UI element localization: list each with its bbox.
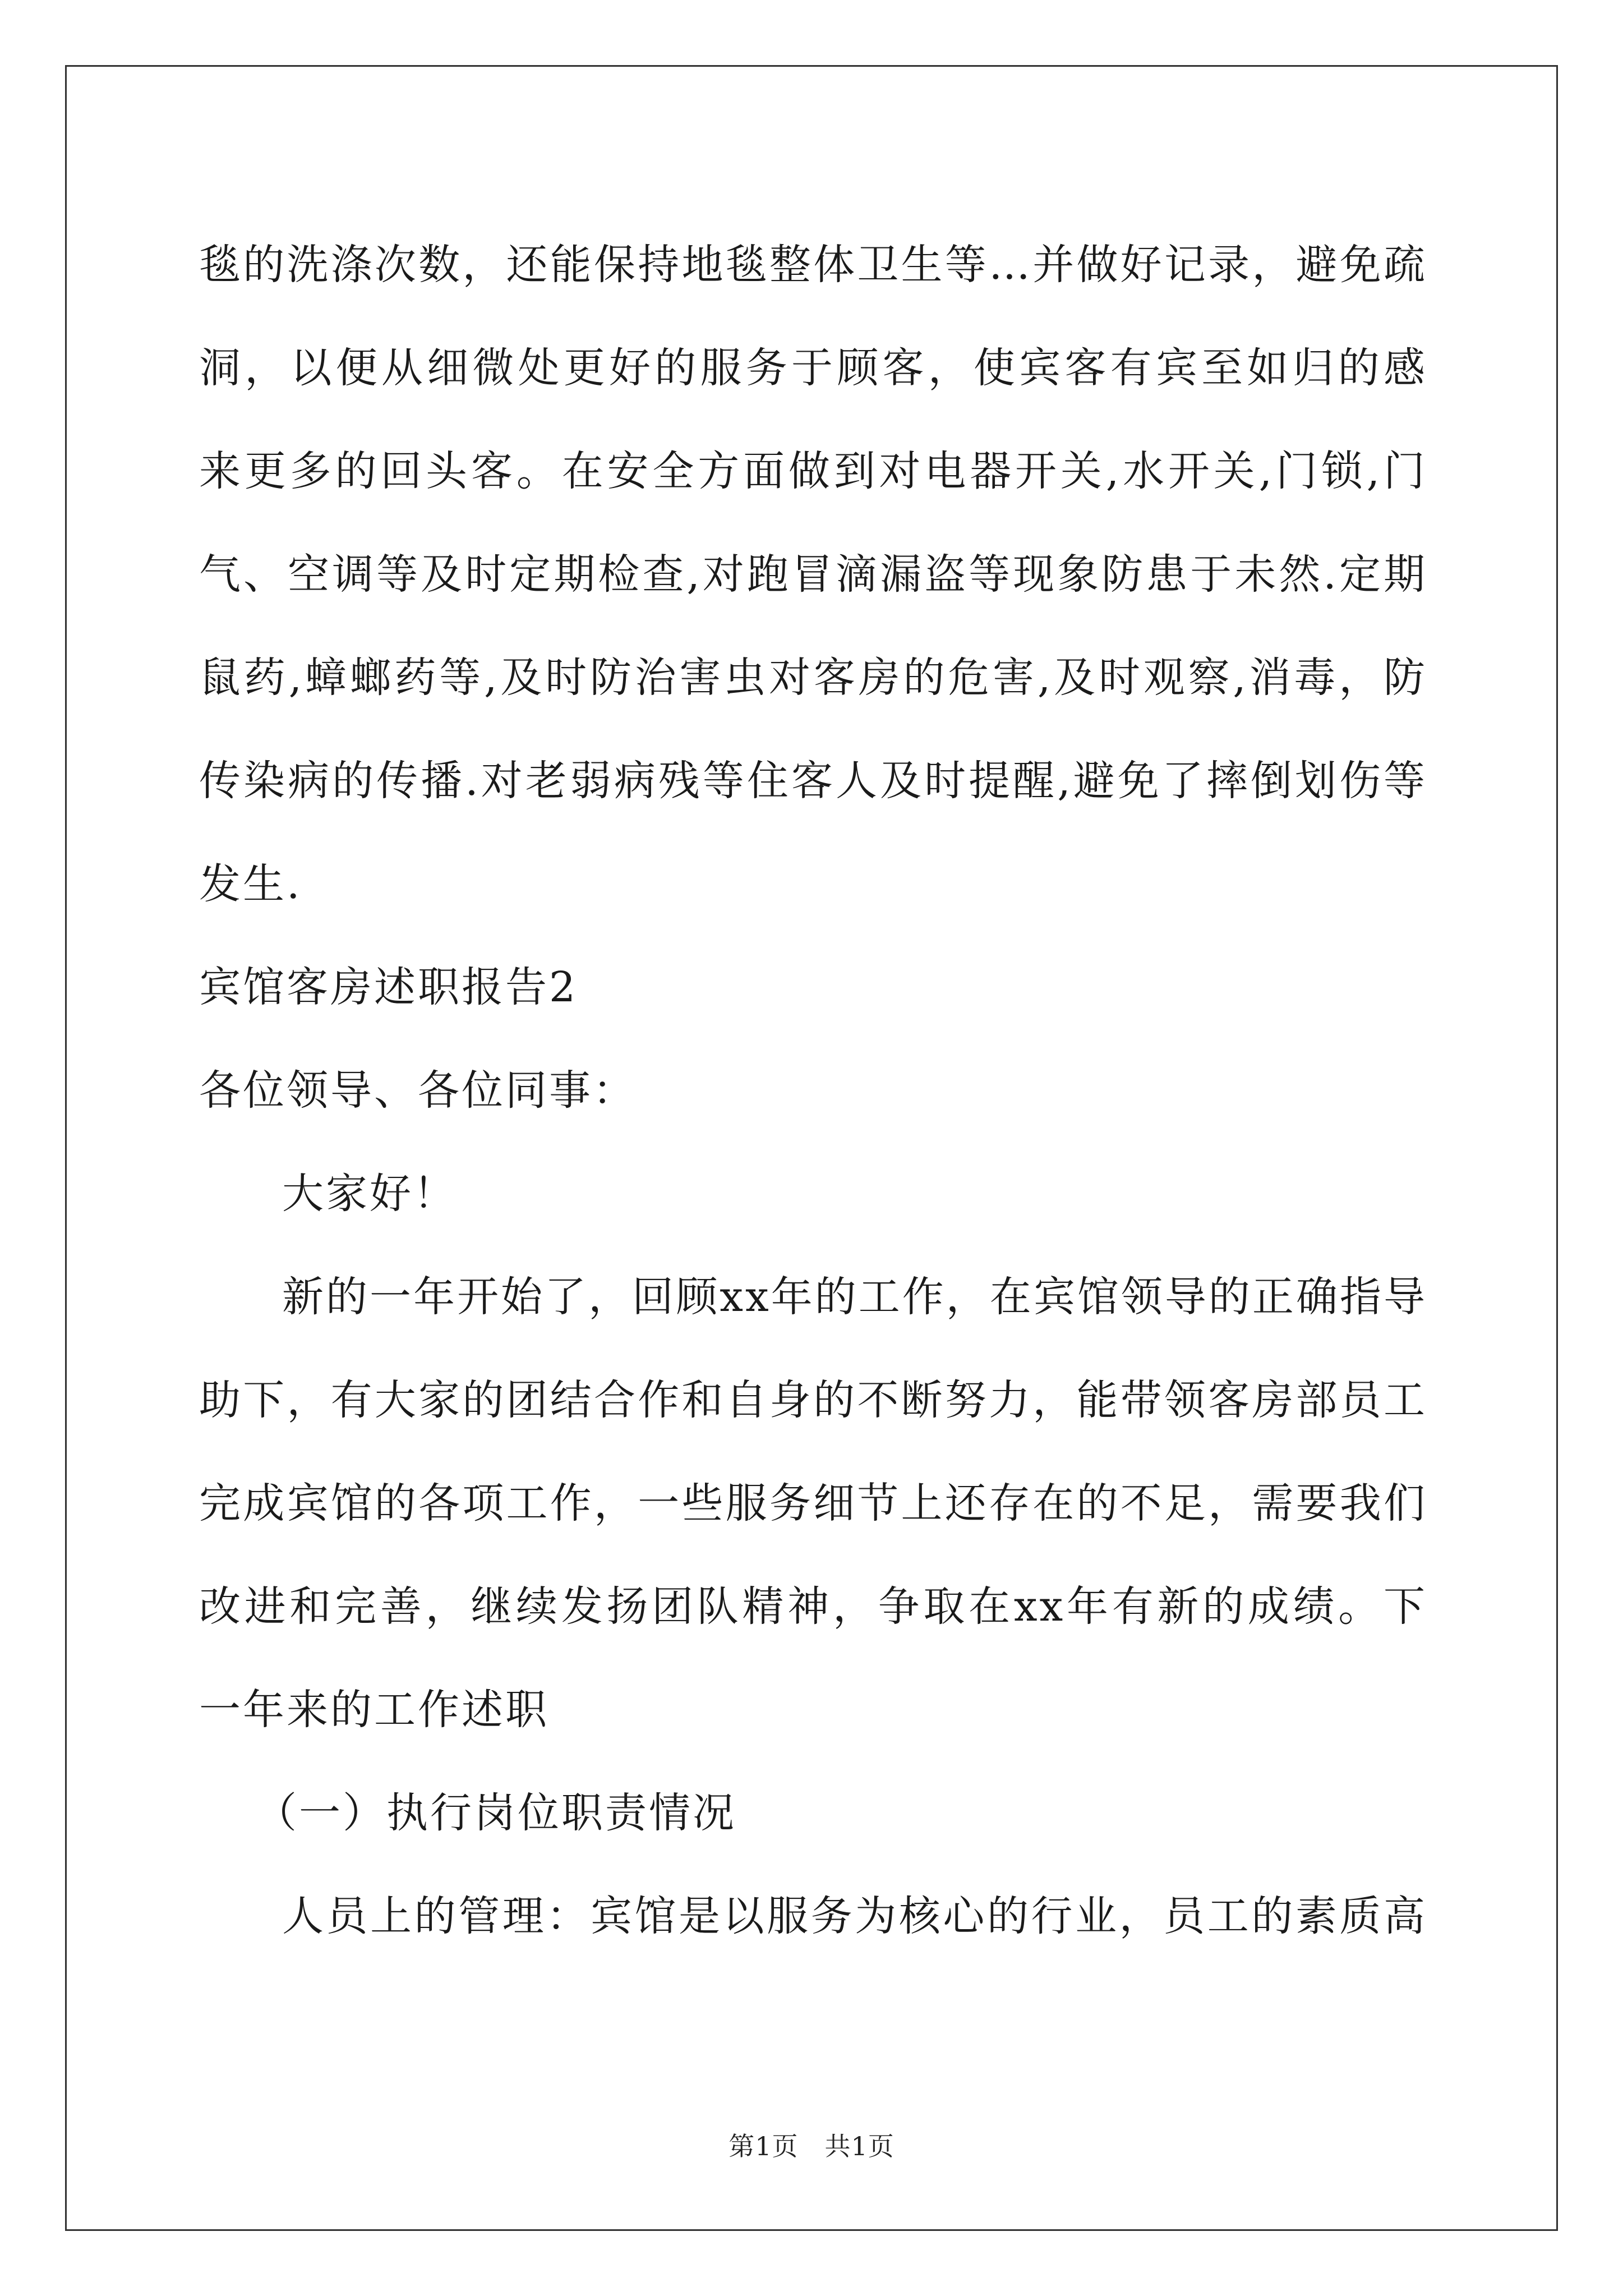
paragraph-line: 鼠药,蟑螂药等,及时防治害虫对客房的危害,及时观察,消毒，防	[199, 654, 1427, 702]
paragraph-line: 助下，有大家的团结合作和自身的不断努力，能带领客房部员工	[199, 1376, 1427, 1424]
section-title: 宾馆客房述职报告2	[199, 963, 578, 1011]
paragraph-line: 完成宾馆的各项工作，一些服务细节上还存在的不足，需要我们	[199, 1479, 1427, 1527]
document-body	[199, 213, 1427, 1968]
subsection-heading: （一）执行岗位职责情况	[255, 1789, 736, 1837]
paragraph-line: 传染病的传播.对老弱病残等住客人及时提醒,避免了摔倒划伤等	[199, 757, 1427, 805]
page-number: 第1页 共1页	[728, 2131, 895, 2161]
paragraph-line: 新的一年开始了，回顾xx年的工作，在宾馆领导的正确指导	[282, 1273, 1427, 1321]
paragraph-line: 一年来的工作述职	[199, 1686, 549, 1734]
paragraph-line: 人员上的管理：宾馆是以服务为核心的行业，员工的素质高	[282, 1892, 1427, 1940]
paragraph-line: 来更多的回头客。在安全方面做到对电器开关,水开关,门锁,门	[199, 447, 1427, 495]
greeting: 大家好！	[282, 1170, 457, 1218]
paragraph-line: 改进和完善，继续发扬团队精神，争取在xx年有新的成绩。下	[199, 1582, 1427, 1631]
salutation: 各位领导、各位同事：	[199, 1066, 637, 1115]
paragraph-line: 发生.	[199, 860, 302, 908]
paragraph-line: 洞，以便从细微处更好的服务于顾客，使宾客有宾至如归的感	[199, 344, 1427, 392]
paragraph-line: 毯的洗涤次数，还能保持地毯整体卫生等…并做好记录，避免疏	[199, 241, 1427, 289]
paragraph-line: 气、空调等及时定期检查,对跑冒滴漏盗等现象防患于未然.定期	[199, 550, 1427, 599]
